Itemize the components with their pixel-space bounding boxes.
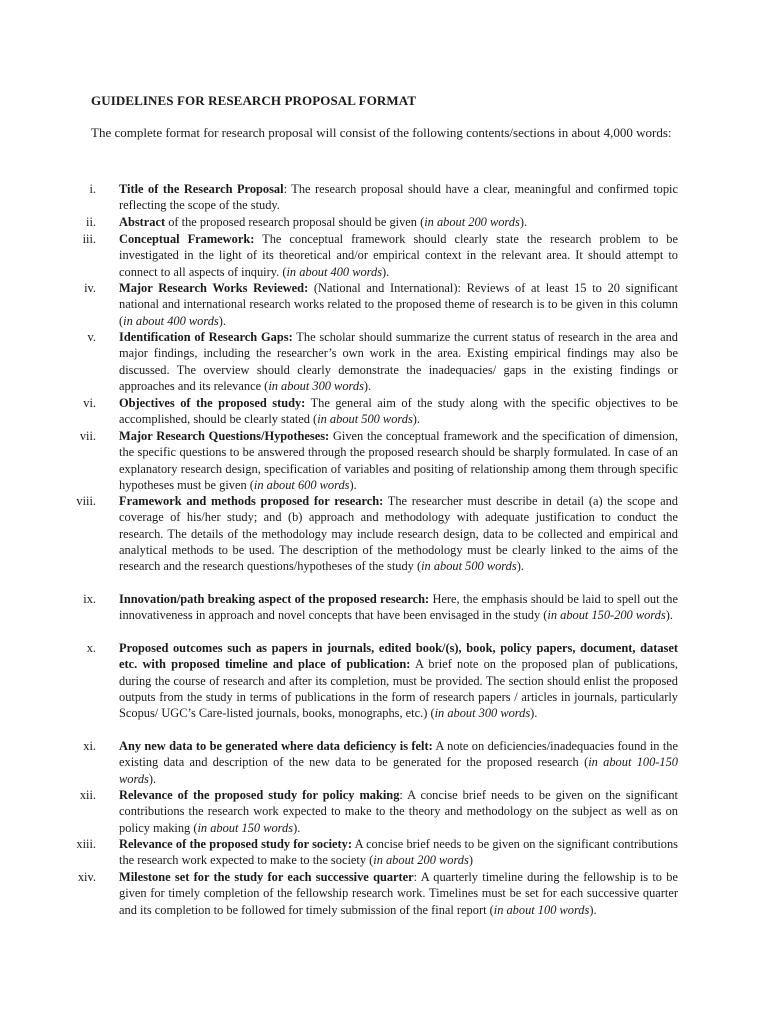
- item-heading: Relevance of the proposed study for policy making: [119, 788, 400, 802]
- item-word-count: in about 150 words: [197, 820, 294, 835]
- item-number: ix.: [83, 592, 96, 606]
- item-number: iii.: [82, 232, 96, 246]
- item-heading: Milestone set for the study for each successive quarter: [119, 870, 414, 884]
- item-body: [119, 493, 678, 574]
- item-text: (National and International): Reviews of at least 15 to 20 significant national and international research works related to the proposed theme of research is to be given in this column (: [119, 281, 678, 328]
- item-body: [119, 428, 678, 493]
- item-text: : The research proposal should have a clear, meaningful and confirmed topic reflecting the scope of the study.: [119, 182, 678, 213]
- item-text: Here, the emphasis should be laid to spell out the innovativeness in approach and novel concepts that have been envisaged in the study (: [119, 592, 678, 623]
- item-word-count: in about 400 words: [123, 313, 219, 328]
- item-tail: ).: [382, 264, 390, 279]
- item-tail: ).: [363, 378, 372, 393]
- item-tail: ).: [519, 215, 528, 229]
- item-body: [119, 280, 678, 329]
- item-number: v.: [87, 330, 96, 344]
- item-word-count: in about 200 words: [424, 215, 520, 229]
- item-number: xiii.: [76, 837, 96, 851]
- item-text: of the proposed research proposal should be given (: [165, 215, 425, 229]
- item-body: [119, 181, 678, 214]
- item-heading: Major Research Works Reviewed:: [119, 281, 309, 295]
- item-text: The conceptual framework should clearly state the research problem to be investigated in the light of its theoretical and/or empirical context in the relevant area. It should attempt to connect to all aspects of inquiry. (: [119, 232, 678, 279]
- item-heading: Any new data to be generated where data deficiency is felt:: [119, 739, 433, 753]
- item-tail: ).: [349, 477, 357, 492]
- item-word-count: in about 100 words: [493, 902, 590, 917]
- item-heading: Major Research Questions/Hypotheses:: [119, 429, 330, 443]
- item-heading: Relevance of the proposed study for society:: [119, 837, 353, 851]
- item-body: [119, 787, 678, 836]
- item-word-count: in about 400 words: [286, 264, 383, 279]
- item-text: A brief note on the proposed plan of publications, during the course of research and after its completion, must be provided. The section should enlist the proposed outputs from the study in terms of publications in the form of research papers / articles in journals, particularly Scopus/ UGC’s Care-listed journals, books, monographs, etc.) (: [119, 657, 679, 721]
- item-heading: Framework and methods proposed for research:: [119, 494, 384, 508]
- item-body: [119, 869, 678, 918]
- item-tail: ).: [589, 902, 597, 917]
- item-word-count: in about 300 words: [434, 706, 531, 721]
- item-body: [119, 836, 678, 869]
- item-tail: ).: [665, 608, 673, 623]
- item-text: : A concise brief needs to be given on the significant contributions the research work expected to make to the theory and methodology on the subject as well as on policy making (: [119, 788, 678, 835]
- item-number: xiv.: [77, 870, 96, 884]
- item-body: [119, 395, 678, 428]
- item-number: x.: [86, 641, 96, 655]
- item-word-count: in about 500 words: [421, 559, 517, 574]
- item-number: xii.: [79, 788, 96, 802]
- item-text: : A quarterly timeline during the fellowship is to be given for timely completion of the fellowship research work. Timelines must be set for each successive quarter and its completion to be followed for timely submission of the final report (: [119, 870, 678, 917]
- item-text: Given the conceptual framework and the specification of dimension, the specific questions to be answered through the proposed research should be sharply formulated. In case of an explanatory research design, specification of variables and positing of relationship among them through specific hypotheses must be given (: [119, 429, 678, 492]
- item-heading: Proposed outcomes such as papers in journals, edited book/(s), book, policy papers, document, dataset etc. with proposed timeline and place of publication:: [119, 641, 678, 672]
- item-word-count: in about 300 words: [268, 378, 364, 393]
- intro-paragraph: The complete format for research proposal will consist of the following contents/sections in about 4,000 words:: [91, 125, 672, 140]
- item-tail: ).: [218, 313, 226, 328]
- item-heading: Conceptual Framework:: [119, 232, 255, 246]
- item-word-count: in about 600 words: [253, 477, 350, 492]
- item-heading: Identification of Research Gaps:: [119, 330, 293, 344]
- item-body: [119, 329, 678, 394]
- item-word-count: in about 100-150 words: [119, 755, 678, 786]
- item-body: [119, 231, 678, 280]
- item-number: i.: [89, 182, 96, 196]
- item-number: viii.: [76, 494, 96, 508]
- item-word-count: in about 200 words: [373, 853, 469, 868]
- item-body: [119, 640, 678, 721]
- item-text: The general aim of the study along with the specific objectives to be accomplished, should be clearly stated (: [119, 396, 678, 427]
- item-heading: Abstract: [119, 215, 166, 229]
- item-number: iv.: [84, 281, 96, 295]
- item-tail: ).: [516, 559, 524, 574]
- item-tail: ).: [412, 412, 421, 427]
- item-heading: Objectives of the proposed study:: [119, 396, 306, 410]
- item-tail: ).: [293, 820, 301, 835]
- item-tail: ).: [148, 771, 157, 786]
- item-text: A concise brief needs to be given on the significant contributions the research work expected to make to the society (: [119, 837, 679, 868]
- item-heading: Title of the Research Proposal: [119, 182, 284, 196]
- item-tail: ): [468, 853, 473, 868]
- item-number: xi.: [83, 739, 96, 753]
- item-text: The scholar should summarize the current status of research in the area and major findings, including the researcher’s own work in the area. Existing empirical findings may also be discussed. The overview should clearly demonstrate the inadequacies/ gaps in the existing findings or approaches and its relevance (: [119, 330, 678, 393]
- item-number: ii.: [86, 215, 96, 229]
- item-word-count: in about 150-200 words: [547, 608, 666, 623]
- item-heading: Innovation/path breaking aspect of the proposed research:: [119, 592, 430, 606]
- item-text: A note on deficiencies/inadequacies found in the existing data and description of the new data to be generated for the proposed research (: [119, 739, 678, 770]
- document-title: GUIDELINES FOR RESEARCH PROPOSAL FORMAT: [91, 93, 417, 108]
- item-word-count: in about 500 words: [317, 412, 413, 427]
- item-body: [119, 214, 678, 230]
- item-body: [119, 591, 678, 624]
- item-tail: ).: [530, 706, 538, 721]
- item-number: vi.: [83, 396, 96, 410]
- item-number: vii.: [79, 429, 96, 443]
- item-body: [119, 738, 678, 787]
- item-text: The researcher must describe in detail (a) the scope and coverage of his/her study; and (b) approach and methodology with adequate justification to conduct the research. The details of the methodology may include research design, data to be collected and empirical and analytical methods to be used. The description of the methodology must be clearly linked to the aims of the research and the research questions/hypotheses of the study (: [119, 494, 678, 574]
